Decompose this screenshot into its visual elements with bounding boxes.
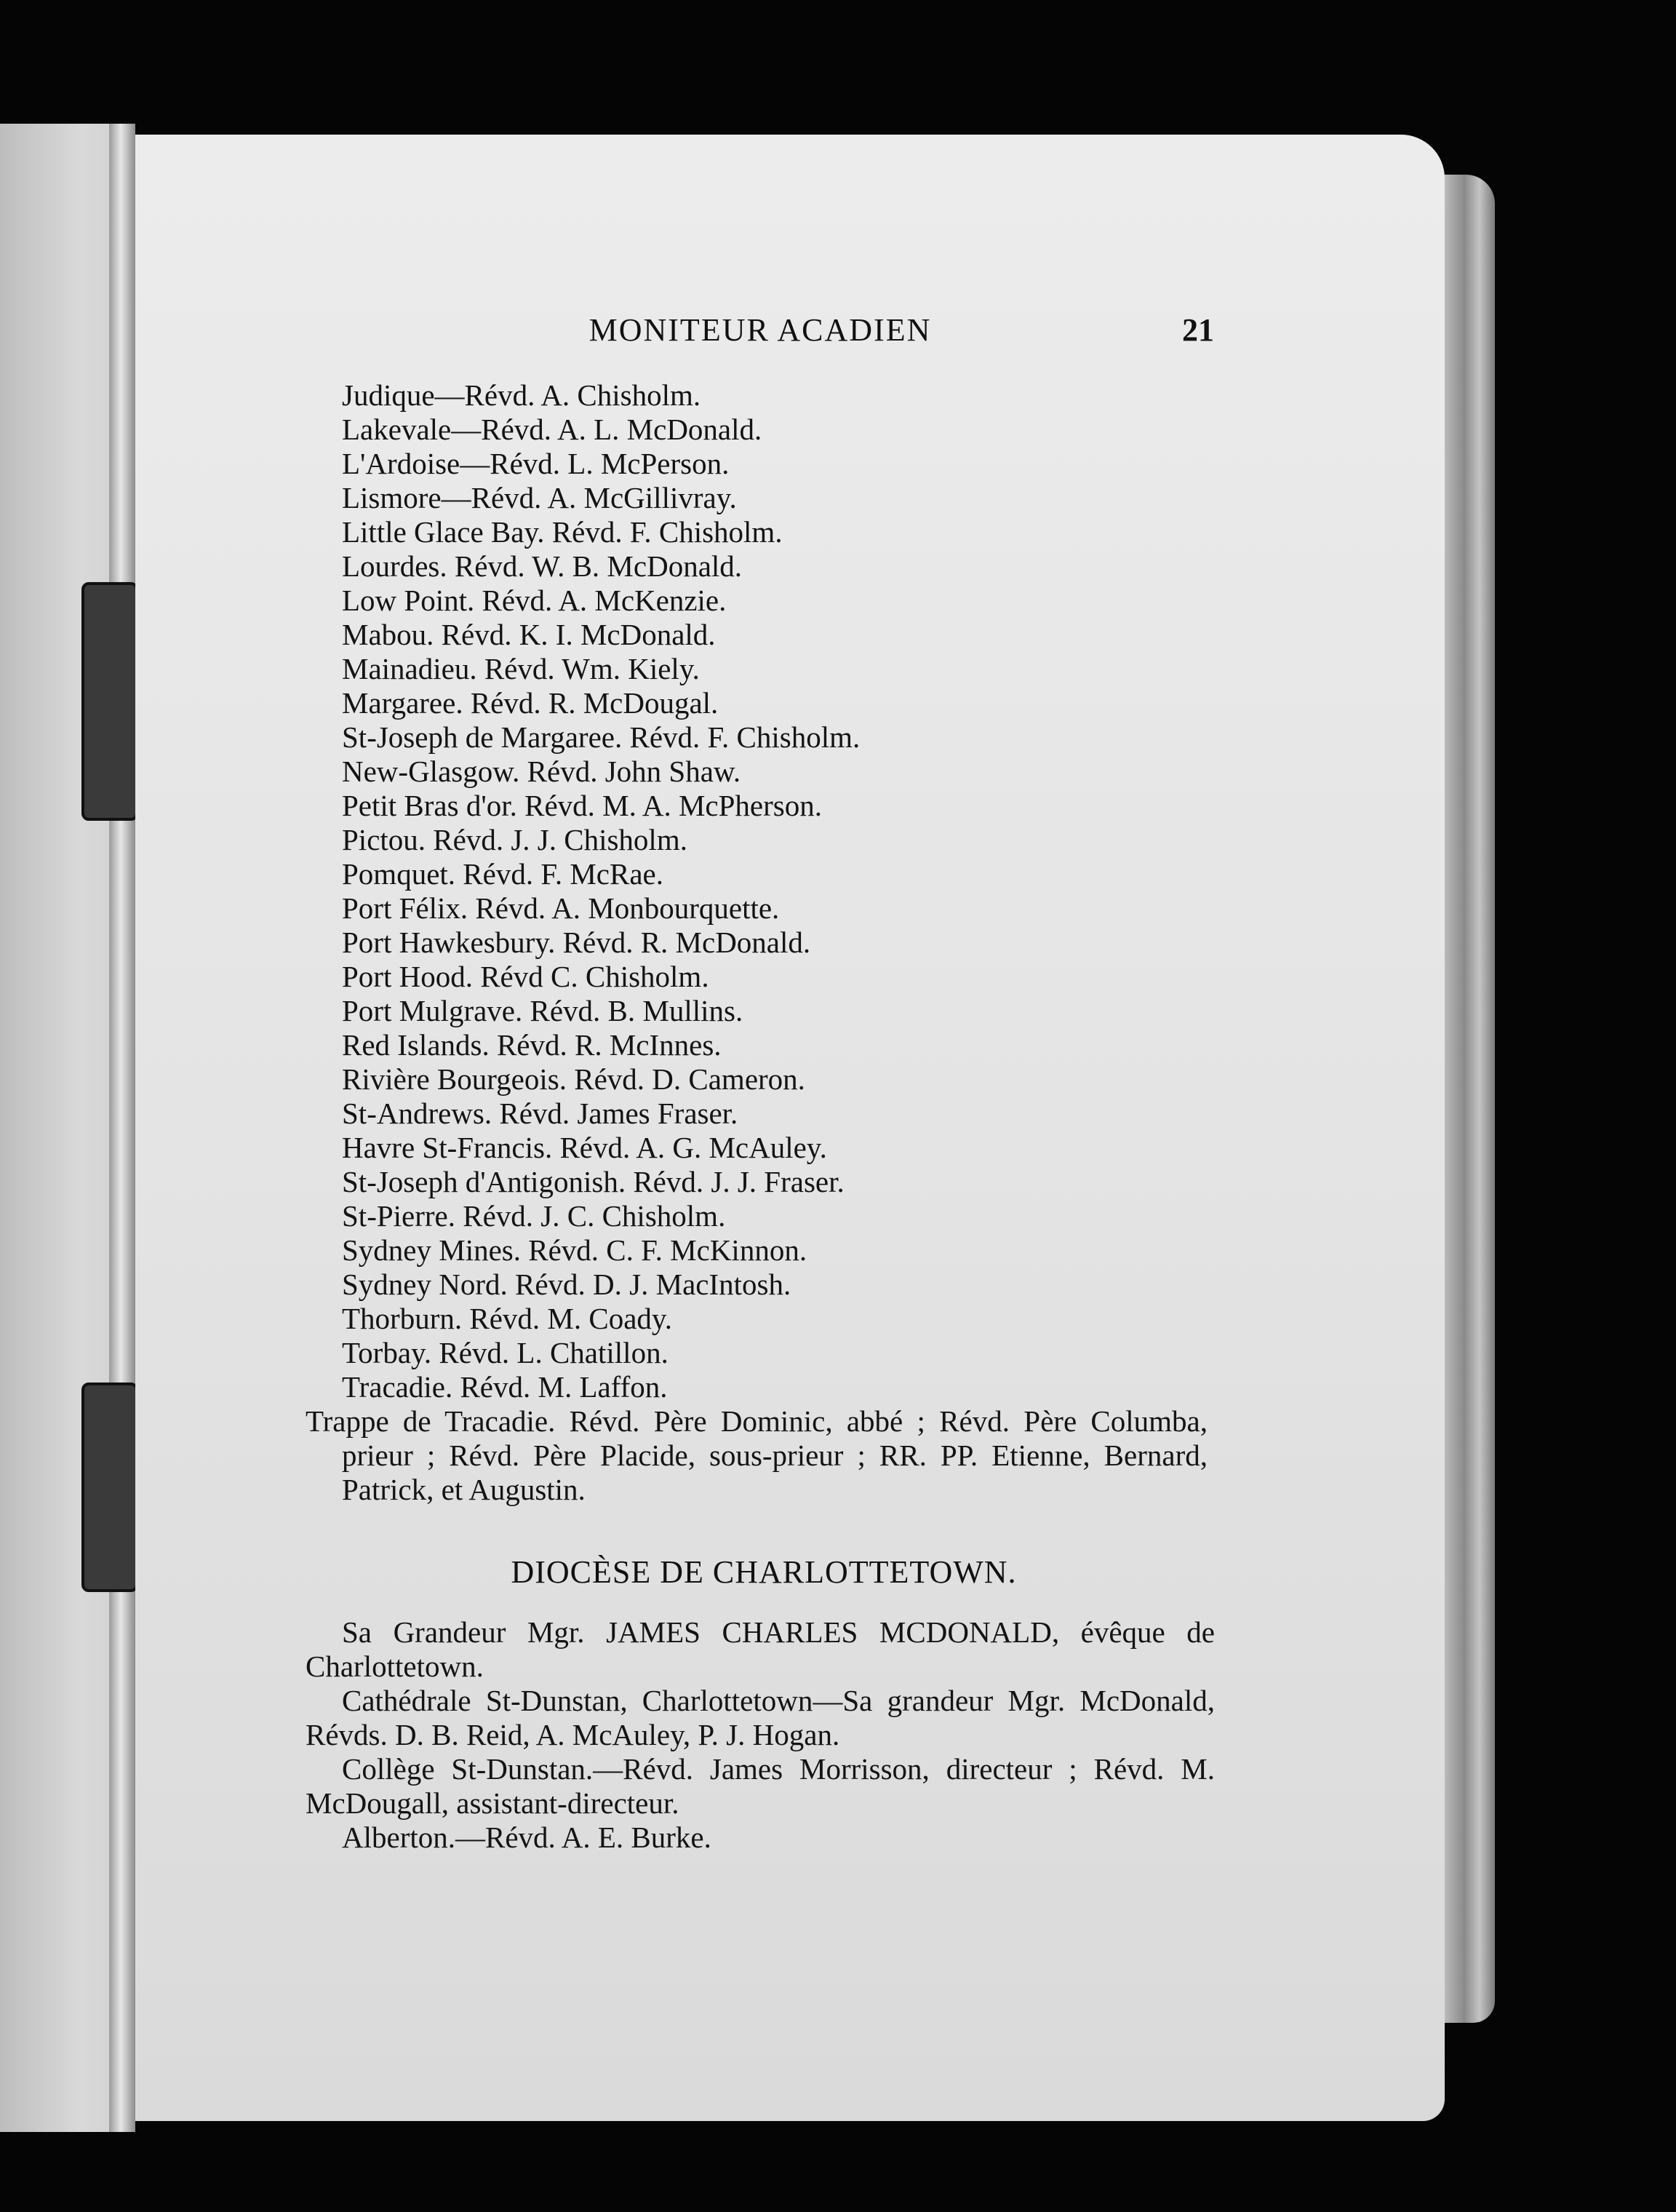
list-item: St-Pierre. Révd. J. C. Chisholm.: [342, 1199, 726, 1233]
list-item: Pomquet. Révd. F. McRae.: [342, 857, 663, 891]
binding-staple: [81, 582, 138, 821]
list-item: Thorburn. Révd. M. Coady.: [342, 1302, 672, 1335]
running-head: MONITEUR ACADIEN: [588, 312, 932, 348]
list-item: Sydney Mines. Révd. C. F. McKinnon.: [342, 1233, 807, 1267]
list-item: Little Glace Bay. Révd. F. Chisholm.: [342, 515, 783, 549]
parish-list: [306, 378, 1215, 1507]
paragraph: Collège St-Dunstan.—Révd. James Morrisson, directeur ; Révd. M. McDougall, assistant-directeur.: [306, 1752, 1215, 1820]
list-item: Sydney Nord. Révd. D. J. MacIntosh.: [342, 1268, 791, 1301]
list-item: Lismore—Révd. A. McGillivray.: [342, 481, 737, 514]
list-item: Port Mulgrave. Révd. B. Mullins.: [342, 994, 743, 1027]
list-item: Pictou. Révd. J. J. Chisholm.: [342, 823, 687, 856]
list-item: Havre St-Francis. Révd. A. G. McAuley.: [342, 1131, 827, 1164]
list-item: Port Félix. Révd. A. Monbourquette.: [342, 891, 780, 925]
book-gutter: [109, 124, 135, 2132]
list-item: Lakevale—Révd. A. L. McDonald.: [342, 413, 762, 446]
list-item: Low Point. Révd. A. McKenzie.: [342, 584, 727, 617]
list-item: Port Hood. Révd C. Chisholm.: [342, 960, 709, 993]
binding-staple: [81, 1382, 138, 1592]
list-item: Rivière Bourgeois. Révd. D. Cameron.: [342, 1062, 805, 1096]
page-edges: [1444, 175, 1495, 2023]
list-item: Lourdes. Révd. W. B. McDonald.: [342, 549, 743, 583]
list-item: St-Joseph de Margaree. Révd. F. Chisholm.: [342, 720, 861, 754]
diocese-section: [306, 1615, 1215, 1855]
trappe-entry: Trappe de Tracadie. Révd. Père Dominic, abbé ; Révd. Père Columba, prieur ; Révd. Père Placide, sous-prieur ; RR. PP. Etienne, Bernard, Patrick, et Augustin.: [306, 1404, 1208, 1506]
list-item: New-Glasgow. Révd. John Shaw.: [342, 755, 741, 788]
paragraph: Alberton.—Révd. A. E. Burke.: [342, 1821, 711, 1854]
paragraph: Cathédrale St-Dunstan, Charlottetown—Sa grandeur Mgr. McDonald, Révds. D. B. Reid, A. McAuley, P. J. Hogan.: [306, 1684, 1215, 1751]
page-number: 21: [1182, 312, 1214, 348]
list-item: Margaree. Révd. R. McDougal.: [342, 686, 719, 720]
list-item: Red Islands. Révd. R. McInnes.: [342, 1028, 722, 1062]
list-item: Tracadie. Révd. M. Laffon.: [342, 1370, 668, 1404]
list-item: L'Ardoise—Révd. L. McPerson.: [342, 447, 730, 480]
list-item: Port Hawkesbury. Révd. R. McDonald.: [342, 926, 811, 959]
list-item: Mabou. Révd. K. I. McDonald.: [342, 618, 716, 651]
list-item: Mainadieu. Révd. Wm. Kiely.: [342, 652, 700, 685]
list-item: St-Andrews. Révd. James Fraser.: [342, 1097, 738, 1130]
list-item: Judique—Révd. A. Chisholm.: [342, 378, 701, 412]
section-heading: DIOCÈSE DE CHARLOTTETOWN.: [511, 1554, 1017, 1590]
paragraph: Sa Grandeur Mgr. JAMES CHARLES MCDONALD, évêque de Charlottetown.: [306, 1615, 1215, 1683]
list-item: Torbay. Révd. L. Chatillon.: [342, 1336, 669, 1369]
list-item: St-Joseph d'Antigonish. Révd. J. J. Fraser.: [342, 1165, 845, 1198]
list-item: Petit Bras d'or. Révd. M. A. McPherson.: [342, 789, 822, 822]
